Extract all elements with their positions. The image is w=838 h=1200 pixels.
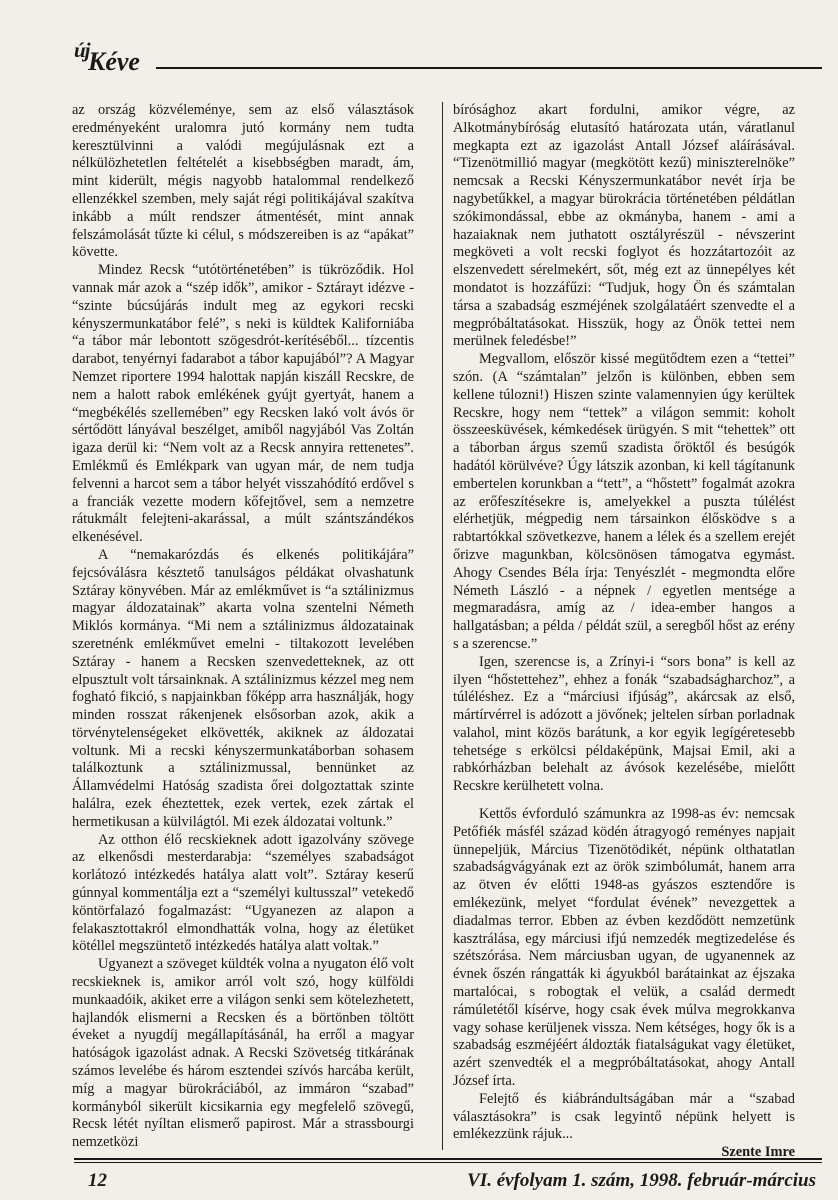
paragraph: Mindez Recsk “utótörténetében” is tükröződik. Hol vannak már azok a “szép idők”, amikor - Sztárayt idézve - “szinte búcsújárás indult meg az egykori recski kényszermunkatábor felé”, s neki is küldtek Kaliforniába “a tábor már lebontott szögesdrót-kerítéséből... tízcentis darabot, tenyérnyi fadarabot a tábor kapujából”? A Magyar Nemzet riportere 1994 halottak napján kiszáll Recskre, de nem a halott rabok emlékének gyújt gyertyát, hanem a “megbékélés szellemében” egy Recsken lakó volt ávós ör sértődött lányával beszélget, amiből nagyjából Vas Zoltán igaza derül ki: “Nem volt az a Recsk annyira rettenetes”. Emlékmű és Emlékpark van ugyan már, de nem tudja felvenni a harcot sem a tábor helyét visszahódító erdővel s a franciák vezette modern kőfejtővel, sem a nemzetre rátukmált felejteni-akarással, a múlt szántszándékos elkenésével.	[72, 262, 414, 546]
column-divider	[442, 102, 443, 1150]
paragraph: A “nemakarózdás és elkenés politikájára” fejcsóválásra késztető tanulságos példákat olvashatunk Sztáray könyvében. Már az emlékművet is “a sztálinizmus magyar áldozatainak” akarta volna szentelni Németh Miklós kormánya. “Mi nem a sztálinizmus áldozatainak szeretnénk emlékművet emelni - tiltakozott levelében Sztáray - hanem a Recsken szenvedetteknek, az ott elpusztult volt társainknak. A sztálinizmus kézzel meg nem fogható fikció, s napjainkban főképp arra használják, hogy minden rosszat rákenjenek elsősorban azok, akik a törvénytelenségeket elkövették, akiknek az áldozatai voltunk. Mi a recski kényszermunkatáborban sohasem találkoztunk a sztálinizmussal, bennünket az Államvédelmi Hatóság szadista őrei dolgoztattak szinte halálra, ezek éheztettek, ezek vertek, ezek zártak el hermetikusan a külvilágtól. Mi ezek áldozatai voltunk.”	[72, 546, 414, 830]
article-column-right	[453, 102, 795, 1162]
footer-rule-thin	[74, 1162, 822, 1163]
paragraph: Az otthon élő recskieknek adott igazolvány szövege az elkenősdi mesterdarabja: “személyes szabadságot korlátozó intézkedés hatálya alatt volt”. Sztáray keserű gúnnyal kommentálja ezt a “személyi kultusszal” vetekedő köntörfalazó fogalmazást: “Ugyanezen az alapon a felakasztottakról elmondhatták volna, hogy az életüket kötéllel megszüntető intézkedés hatálya alatt voltak.”	[72, 831, 414, 955]
masthead-logo-small: új	[74, 38, 90, 62]
paragraph: Igen, szerencse is, a Zrínyi-i “sors bona” is kell az ilyen “hőstettehez”, ehhez a fonák “szabadságharchoz”, a túléléshez. Ez a “márciusi ifjúság”, akárcsak az első, mártírvérrel is adózott a jövőnek; jeltelen sírban porladnak valahol, mint közös barátunk, a kor egyik legígéretesebb tehetsége s erkölcsi példaképünk, Majsai Emil, aki a rabkórházban belehalt az ávósok kezelésébe, mielőtt Recskre kerülhetett volna.	[453, 653, 795, 795]
page-number: 12	[88, 1170, 107, 1191]
footer-rule	[74, 1158, 822, 1160]
paragraph: Felejtő és kiábrándultságában már a “szabad választásokra” is csak legyintő népünk helyett is emlékezzünk rájuk...	[453, 1090, 795, 1143]
paragraph: Ugyanezt a szöveget küldték volna a nyugaton élő volt recskieknek is, amikor arról volt szó, hogy külföldi munkaadóik, akiket erre a világon senki sem kötelezhetett, hajlandók elismerni a Recsken és a börtönben töltött éveket a nyugdíj megállapításánál, ha erről a magyar hatóságok igazolást adnak. A Recski Szövetség titkárának számos levelébe és három esztendei szívós harcába került, míg a magyar bürokráciából, az immáron “szabad” kormányból sikerült kicsikarnia egy megfelelő szövegű, Recsk létét nyíltan elismerő papirost. Már a strassbourgi nemzetközi	[72, 956, 414, 1151]
author-signature: Szente Imre	[721, 1144, 795, 1161]
paragraph: Kettős évforduló számunkra az 1998-as év: nemcsak Petőfiék másfél század ködén átragyogó reményes napjait ünnepeljük, Március Tizenötödikét, népünk olthatatlan szabadságvágyának ezt az örök szimbólumát, hanem arra az ötven év előtti 1948-as gyászos esztendőre is emlékezünk, melyet “fordulat évének” nevezgettek a diadalmas terror. Ebben az évben kezdődött nemzetünk kasztrálása, egy márciusi ifjú nemzedék megtizedelése és szétszórása. Nem márciusban ugyan, de ugyanennek az évnek őszén rángatták ki ágyukból barátainkat az éjszaka martalócai, s robogtak el velük, a család dermedt rámúletétől kísérve, hogy csak évek múlva megrokkanva vagy sohase kerüljenek vissza. Nem kétséges, hogy ők is a szabadság eszméjéért áldozták fiatalságukat vagy életüket, azért szenvedték el a megpróbáltatásokat, ahogy Antall József írta.	[453, 806, 795, 1090]
masthead-rule	[156, 67, 822, 69]
masthead-logo: Kéve	[88, 47, 140, 76]
paragraph: Megvallom, először kissé megütődtem ezen a “tettei” szón. (A “számtalan” jelzőn is különben, ebben sem kellene túlozni!) Hiszen szinte valamennyien úgy kerültek Recskre, hogy nem “tettek” a világon semmit: koholt összeesküvések, kémkedések ürügyén. S mit “tehettek” ott a táborban árgus szemű szadista őröktől és besúgók hadától körülvéve? Úgy látszik azonban, ki kell tágítanunk embertelen korunkban a “tett”, a “hőstett” fogalmát azokra az erőfeszítésekre is, amelyekkel a puszta túlélést elérhetjük, mégpedig nem társainkon élősködve s a rabtartókkal szövetkezve, hanem a lélek és a szellem erejét őrizve magunkban, kölcsönösen támogatva egymást. Ahogy Csendes Béla írja: Tenyészlét - megmondta előre Németh László - a népnek / egyetlen mentsége a megmaradásra, amíg az / idea-ember hangos a hallgatásban; a példa / példát szül, a seregből hőst az erény s a szerencse.”	[453, 351, 795, 652]
masthead	[74, 38, 822, 78]
issue-info: VI. évfolyam 1. szám, 1998. február-március	[467, 1170, 816, 1191]
article-column-left	[72, 102, 414, 1152]
paragraph: az ország közvéleménye, sem az első választások eredményeként uralomra jutó kormány nem tudta keresztülvinni a valódi megújulásnak ezt a nélkülözhetetlen feltételét a kisebbségben maradt, ám, mint kiderült, mégis nagyobb hatalommal rendelkező ellenzékkel szemben, mely saját régi politikájával szakítva inkább a múlt rendszer átmentését, mint annak felszámolását tűzte ki célul, s módszereiben is az “apákat” követte.	[72, 102, 414, 261]
paragraph: bírósághoz akart fordulni, amikor végre, az Alkotmánybíróság elutasító határozata után, váratlanul megkapta ezt az igazolást Antall József aláírásával. “Tizenötmillió magyar (megkötött kezű) miniszterelnöke” nemcsak a Recski Kényszermunkatábor nevét írja be nagybetűkkel, a magyar bürokrácia történetében példátlan szókimondással, ebbe az okmányba, hanem - ami a hazaiaknak nem juthatott osztályrészül - névszerint megköveti a volt recski foglyot és hozzátartozóit az elszenvedett sérelmekért, sőt, még ezt az ünnepélyes két mondatot is hozzáfűzi: “Tudjuk, hogy Ön és számtalan társa a szabadság eszméjének szolgálatáért szenvedte el a megpróbáltatásokat. Hisszük, hogy az Önök tettei nem merülnek feledésbe!”	[453, 102, 795, 350]
